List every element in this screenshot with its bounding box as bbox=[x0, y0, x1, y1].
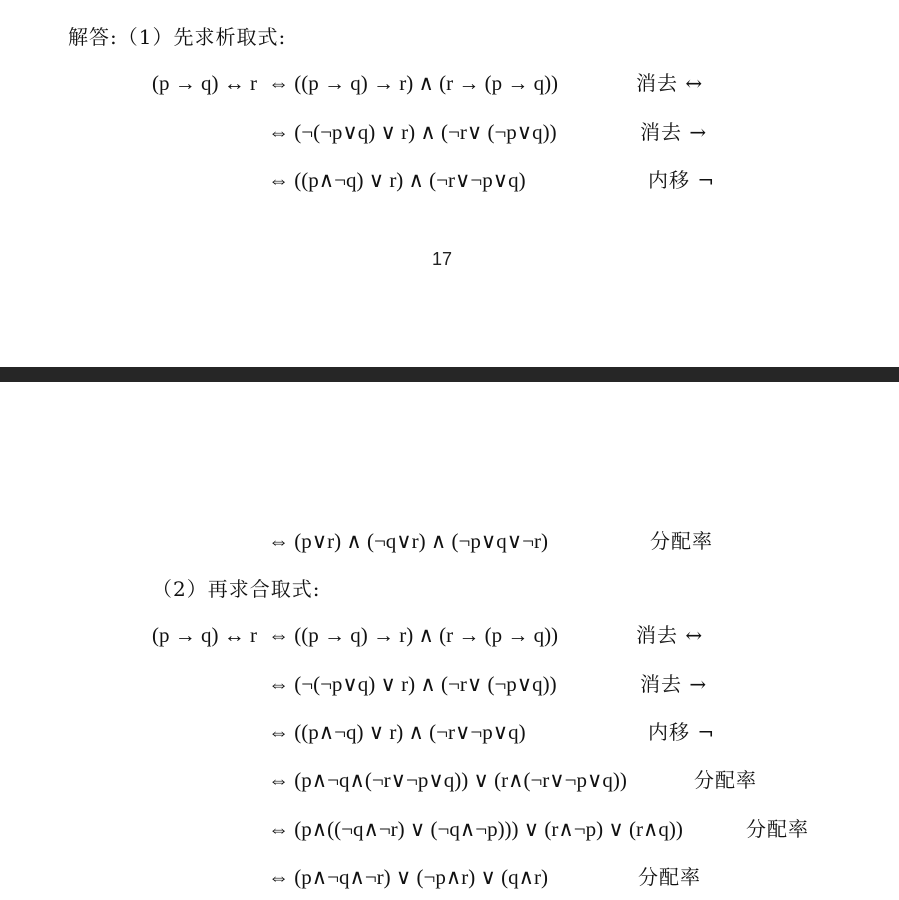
step-note: 消去 → bbox=[640, 672, 708, 696]
formula-rhs: ⇔ (p∧¬q∧(¬r∨¬p∨q)) ∨ (r∧(¬r∨¬p∨q)) bbox=[268, 768, 627, 792]
formula-rhs: ⇔ (¬(¬p∨q) ∨ r) ∧ (¬r∨ (¬p∨q)) bbox=[268, 672, 557, 696]
step-note: 分配率 bbox=[638, 865, 701, 889]
step-note: 消去 ↔ bbox=[636, 71, 704, 95]
formula-rhs: ⇔ ((p∧¬q) ∨ r) ∧ (¬r∨¬p∨q) bbox=[268, 168, 526, 192]
formula-rhs: ⇔ (p∧¬q∧¬r) ∨ (¬p∧r) ∨ (q∧r) bbox=[268, 865, 548, 889]
step-note: 分配率 bbox=[650, 529, 713, 553]
step-note: 消去 ↔ bbox=[636, 623, 704, 647]
formula-rhs: ⇔ ((p → q) → r) ∧ (r → (p → q)) bbox=[268, 623, 559, 647]
formula-lhs: (p → q) ↔ r bbox=[152, 623, 257, 647]
formula-rhs: ⇔ (p∧((¬q∧¬r) ∨ (¬q∧¬p))) ∨ (r∧¬p) ∨ (r∧q)) bbox=[268, 817, 683, 841]
step-note: 消去 → bbox=[640, 120, 708, 144]
formula-rhs: ⇔ ((p∧¬q) ∨ r) ∧ (¬r∨¬p∨q) bbox=[268, 720, 526, 744]
page-divider bbox=[0, 367, 899, 382]
formula-rhs: ⇔ ((p → q) → r) ∧ (r → (p → q)) bbox=[268, 71, 559, 95]
formula-lhs: (p → q) ↔ r bbox=[152, 71, 257, 95]
step-note: 内移 ¬ bbox=[648, 168, 716, 192]
step-note: 内移 ¬ bbox=[648, 720, 716, 744]
formula-rhs: ⇔ (¬(¬p∨q) ∨ r) ∧ (¬r∨ (¬p∨q)) bbox=[268, 120, 557, 144]
answer-heading: 解答:（1）先求析取式: bbox=[68, 25, 287, 49]
page-number: 17 bbox=[431, 249, 453, 269]
formula-rhs: ⇔ (p∨r) ∧ (¬q∨r) ∧ (¬p∨q∨¬r) bbox=[268, 529, 548, 553]
conjunctive-heading: （2）再求合取式: bbox=[152, 577, 321, 601]
step-note: 分配率 bbox=[694, 768, 757, 792]
step-note: 分配率 bbox=[746, 817, 809, 841]
